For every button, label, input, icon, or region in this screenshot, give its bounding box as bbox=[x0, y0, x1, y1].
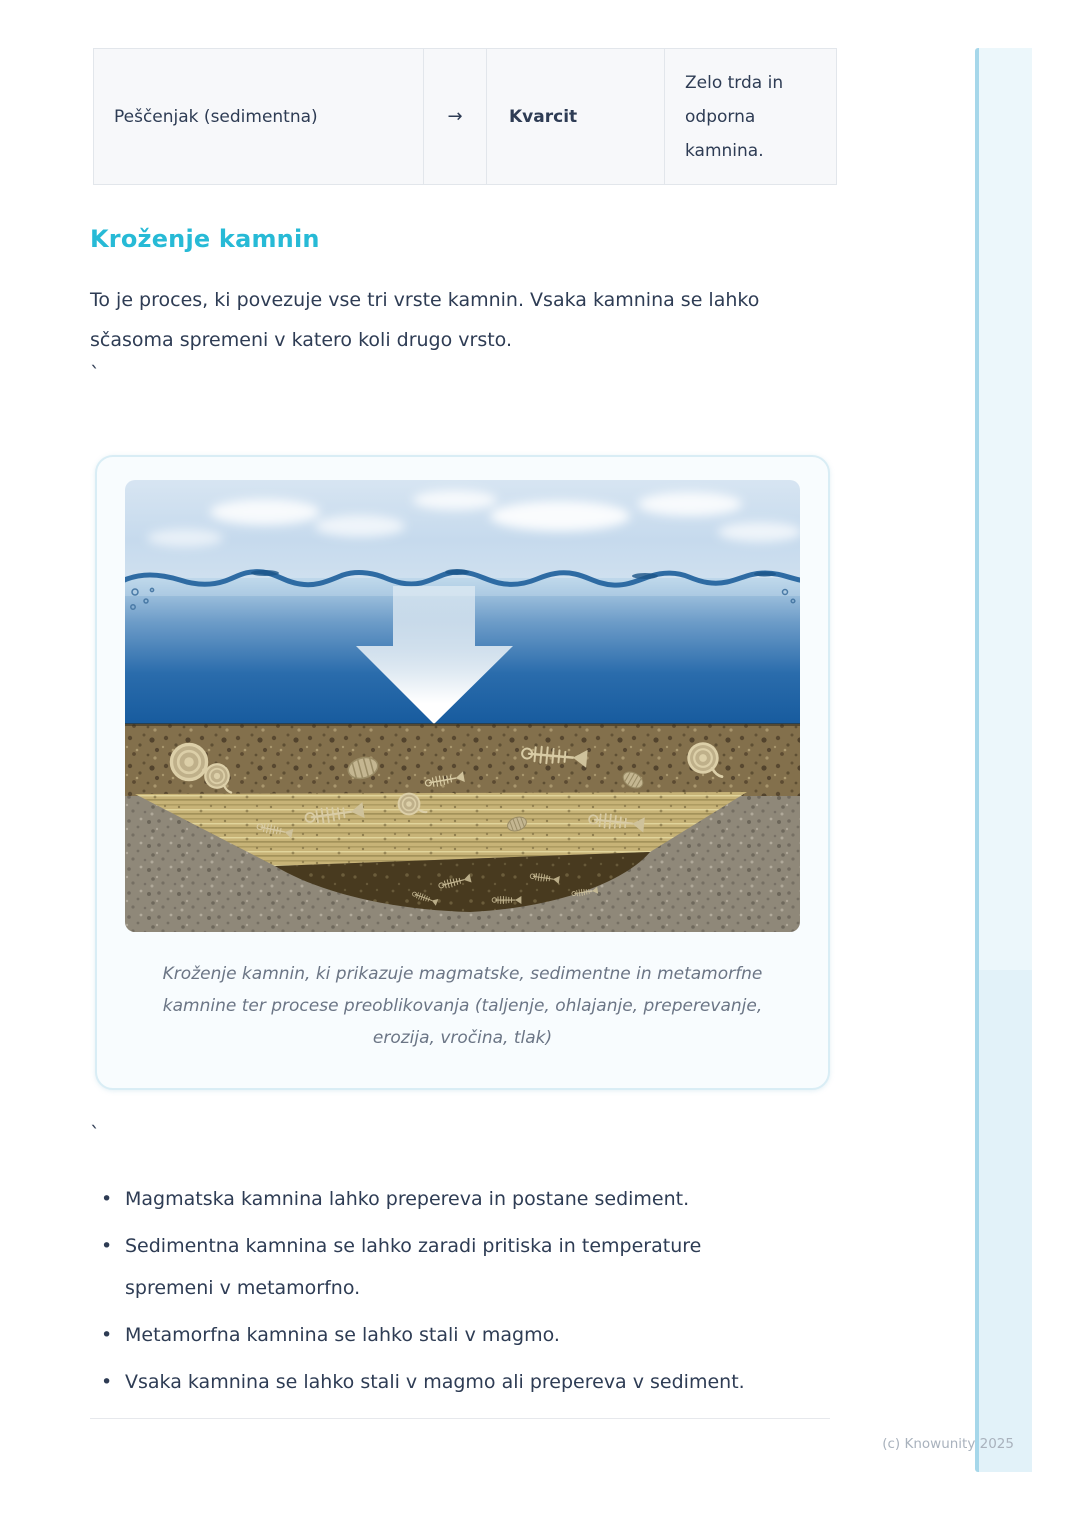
result-rock-cell: Kvarcit bbox=[487, 49, 665, 185]
intro-paragraph: To je proces, ki povezuje vse tri vrste kamnin. Vsaka kamnina se lahko sčasoma spremeni v katero koli drugo vrsto. bbox=[90, 289, 760, 351]
rock-cycle-illustration bbox=[125, 480, 800, 932]
section-heading: Kroženje kamnin bbox=[90, 225, 320, 253]
right-margin-stripe bbox=[975, 48, 1032, 1472]
arrow-cell bbox=[424, 49, 487, 185]
figure-caption: Kroženje kamnin, ki prikazuje magmatske, sedimentne in metamorfne kamnine ter procese preoblikovanja (taljenje, ohlajanje, preperevanje, erozija, vročina, tlak) bbox=[162, 964, 763, 1048]
list-item: • Metamorfna kamnina se lahko stali v magmo. bbox=[92, 1314, 757, 1356]
source-rock-cell: Peščenjak (sedimentna) bbox=[94, 49, 424, 185]
rock-transformation-table bbox=[93, 48, 837, 185]
stripe-segment-top bbox=[979, 48, 1032, 970]
stripe-segment-bottom bbox=[979, 970, 1032, 1472]
list-item: • Sedimentna kamnina se lahko zaradi pritiska in temperature spremeni v metamorfno. bbox=[92, 1225, 757, 1309]
bullet-list bbox=[92, 1178, 792, 1408]
seafloor bbox=[125, 723, 800, 932]
right-arrow-icon: → bbox=[447, 106, 463, 127]
copyright-footer: (c) Knowunity 2025 bbox=[882, 1436, 1014, 1452]
stray-backtick-mark: ` bbox=[90, 362, 100, 386]
description-cell: Zelo trda in odporna kamnina. bbox=[665, 49, 837, 185]
figure-card bbox=[95, 455, 830, 1090]
list-item: • Vsaka kamnina se lahko stali v magmo ali prepereva v sediment. bbox=[92, 1361, 757, 1403]
list-item: • Magmatska kamnina lahko prepereva in postane sediment. bbox=[92, 1178, 757, 1220]
table-row bbox=[94, 49, 837, 185]
stray-backtick-mark: ` bbox=[90, 1122, 100, 1146]
section-divider bbox=[90, 1418, 830, 1419]
